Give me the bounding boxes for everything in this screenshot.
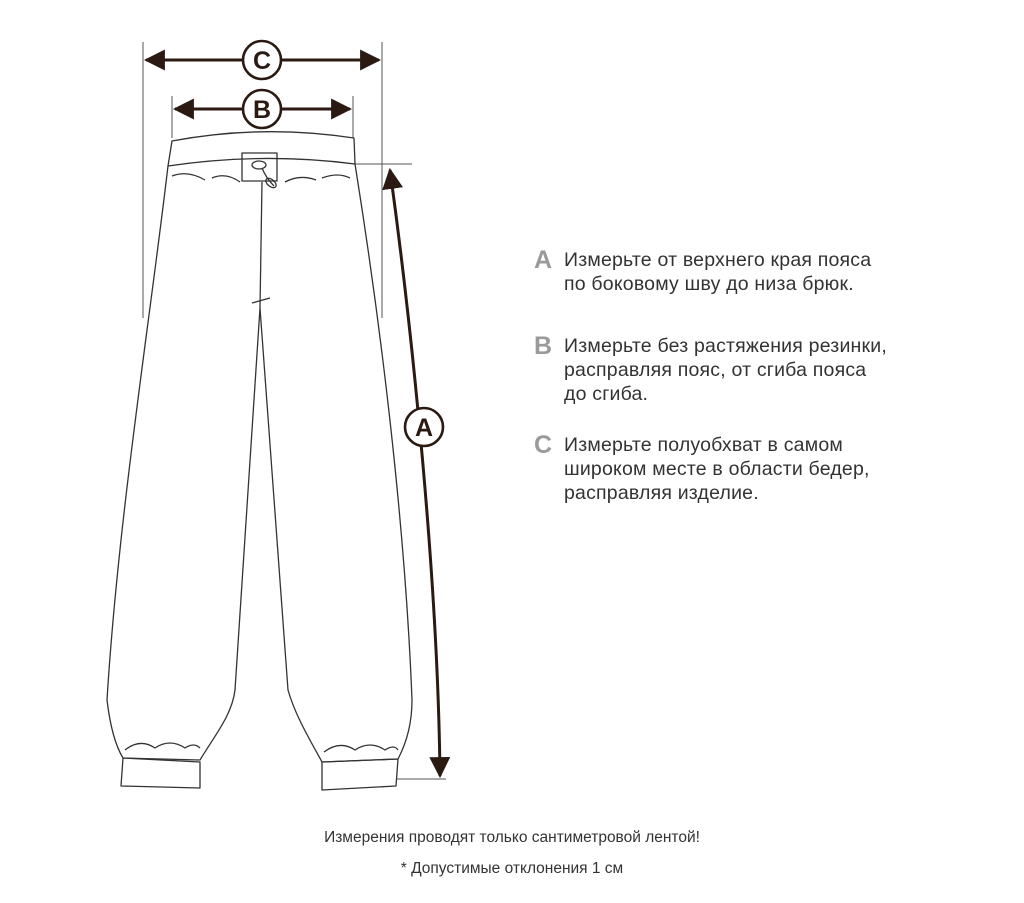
marker-b [243,90,281,128]
instruction-b [534,334,994,406]
drawstring-toggle [252,161,266,169]
center-seam [260,182,262,308]
instruction-c-letter: C [534,431,553,459]
instruction-b-line-3: до сгиба. [564,383,649,405]
marker-c [243,41,281,79]
instruction-b-text [564,334,887,406]
drawstring-box [242,153,277,181]
instruction-a-text [564,248,871,296]
guide-lines [143,42,446,779]
instruction-c-line-3: расправляя изделие. [564,482,759,504]
instruction-b-line-2: расправляя пояс, от сгиба пояса [564,359,867,381]
instruction-b-line-1: Измерьте без растяжения резинки, [564,335,887,357]
instruction-b-letter: B [534,332,553,360]
arrow-a [390,170,440,776]
marker-c-label: C [252,47,272,75]
tolerance-note: * Допустимые отклонения 1 см [400,860,624,877]
trousers-outline [107,132,412,790]
marker-a [405,408,443,446]
instruction-c-line-2: широком месте в области бедер, [564,458,870,480]
instruction-c [534,433,994,505]
left-cuff [121,758,200,788]
measurement-note: Измерения проводят только сантиметровой лентой! [324,829,700,846]
instruction-a [534,248,994,296]
instruction-a-letter: A [534,246,553,274]
instruction-a-line-1: Измерьте от верхнего края пояса [564,249,872,271]
marker-a-label: A [414,414,434,442]
instruction-a-line-2: по боковому шву до низа брюк. [564,273,854,295]
right-cuff [322,759,398,790]
instruction-c-text [564,433,870,505]
marker-b-label: B [252,96,272,124]
outer-contour [107,164,412,762]
measurement-arrows [146,60,440,776]
instruction-c-line-1: Измерьте полуобхват в самом [564,434,843,456]
